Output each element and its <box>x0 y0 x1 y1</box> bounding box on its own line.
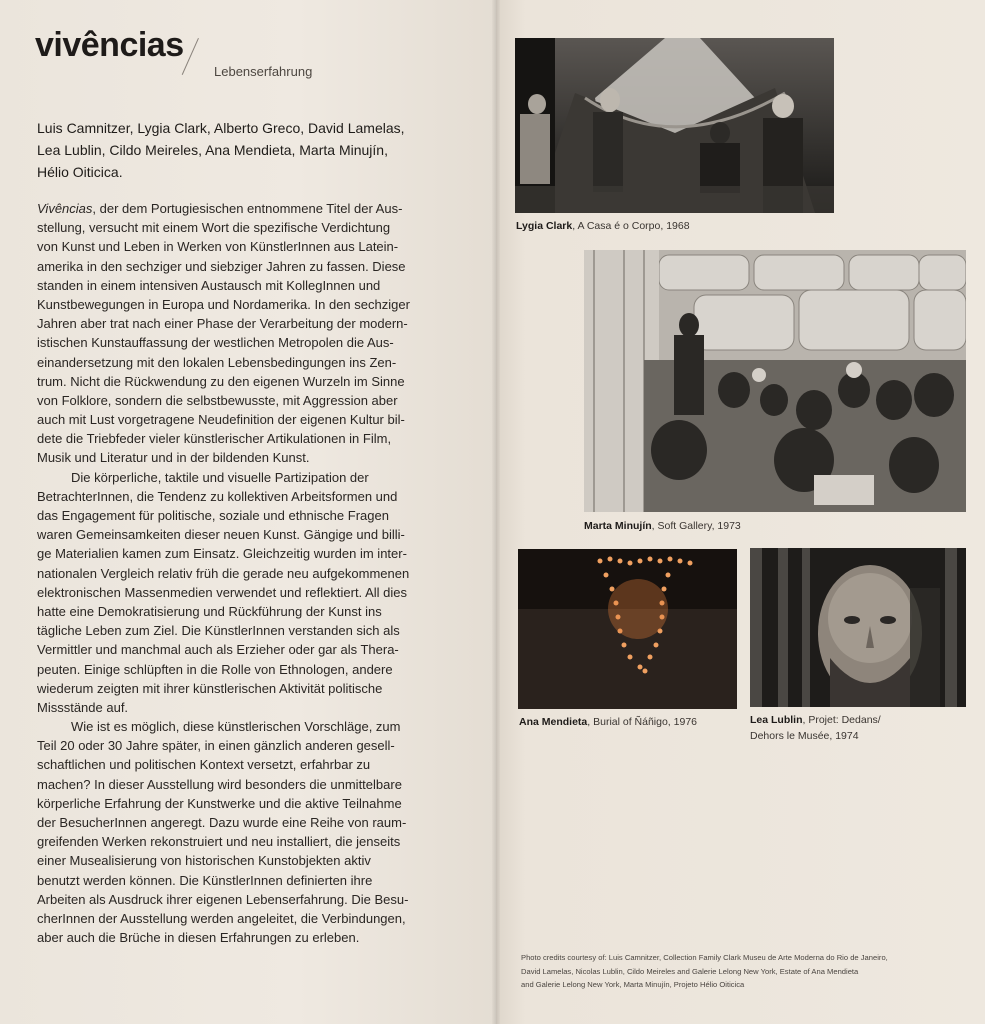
body-line: ge Materialien kamen zum Einsatz. Gleichzeitig wurden im inter- <box>37 546 407 562</box>
artist-line: Luis Camnitzer, Lygia Clark, Alberto Greco, David Lamelas, <box>37 120 405 136</box>
caption-work: , Projet: Dedans/ <box>802 714 881 726</box>
caption-work: , A Casa é o Corpo, 1968 <box>572 220 690 232</box>
body-line: stellung, versucht mit einem Wort die spezifische Verdichtung <box>37 220 391 236</box>
caption-work-line2: Dehors le Musée, 1974 <box>750 730 859 742</box>
body-line: cherInnen der Ausstellung werden angeleitet, die Verbindungen, <box>37 910 406 926</box>
body-line: elektronischen Massenmedien verwendet und reflektiert. All dies <box>37 584 407 600</box>
credits-line: Photo credits courtesy of: Luis Camnitzer, Collection Family Clark Museu de Arte Moderna do Rio de Janeiro, <box>521 953 888 962</box>
body-line: Kunstbewegungen in Europa und Nordamerika. In den sechziger <box>37 296 410 312</box>
body-line: aber auch die Brüche in diesen Erfahrungen zu erleben. <box>37 930 360 946</box>
body-line: Missstände auf. <box>37 699 129 715</box>
caption-artist: Marta Minujín <box>584 520 652 532</box>
body-line: amerika in den sechziger und siebziger Jahren zu fassen. Diese <box>37 258 406 274</box>
body-line: körperliche Erfahrung der Kunstwerke und die aktive Teilnahme <box>37 795 402 811</box>
body-line: tägliche Leben zum Ziel. Die KünstlerInnen verstanden sich als <box>37 623 400 639</box>
body-text <box>37 199 441 947</box>
body-line: peuten. Einige schlüpften in die Rolle von Ethnologen, andere <box>37 661 393 677</box>
body-line: trum. Nicht die Rückwendung zu den eigenen Wurzeln im Sinne <box>37 373 405 389</box>
body-line: das Engagement für politische, soziale und ethnische Fragen <box>37 508 389 523</box>
body-line: Wie ist es möglich, diese künstlerischen Vorschläge, zum <box>71 719 401 735</box>
body-line: Vermittler und manchmal auch als Erzieher oder gar als Thera- <box>37 642 399 658</box>
page-fold <box>492 0 500 1024</box>
body-line: schaftlichen und politischen Kontext versetzt, erfahrbar zu <box>37 757 371 773</box>
caption-lygia-clark <box>516 218 690 234</box>
body-line: einandersetzung mit den lokalen Lebensbedingungen ins Zen- <box>37 354 397 370</box>
body-line: dete die Triebfeder vieler künstlerischer Artikulationen in Film, <box>37 431 392 447</box>
caption-work: , Soft Gallery, 1973 <box>651 520 741 532</box>
body-first-word: Vivências <box>37 201 93 216</box>
caption-artist: Lea Lublin <box>750 714 803 726</box>
caption-work: , Burial of Ñáñigo, 1976 <box>587 716 698 728</box>
caption-lea-lublin <box>750 712 881 744</box>
caption-artist: Lygia Clark <box>516 220 573 232</box>
body-line: einer Musealisierung von historischen Kunstobjekten aktiv <box>37 853 371 869</box>
artist-list <box>37 117 457 183</box>
photo-credits <box>521 951 966 992</box>
body-line: auch mit Lust vorgetragene Neudefinition der eigenen Kultur bil- <box>37 412 405 428</box>
body-line: Arbeiten als Ausdruck ihrer eigenen Lebenserfahrung. Die Besu- <box>37 891 409 907</box>
artist-line: Lea Lublin, Cildo Meireles, Ana Mendieta, Marta Minujín, <box>37 142 388 158</box>
body-line: BetrachterInnen, die Tendenz zu kollektiven Arbeitsformen und <box>37 488 398 504</box>
caption-artist: Ana Mendieta <box>519 716 588 728</box>
photo-lea-lublin <box>750 548 966 707</box>
body-line: Vivências, der dem Portugiesischen entnommene Titel der Aus- <box>37 201 403 216</box>
body-line: nationalen Vergleich relativ früh die gerade neu aufgekommenen <box>37 565 410 581</box>
body-line: Musik und Literatur und in der bildenden Kunst. <box>37 450 310 466</box>
credits-line: David Lamelas, Nicolas Lublin, Cildo Meireles and Galerie Lelong New York, Estate of Ana Mendieta <box>521 966 859 976</box>
body-line: standen in einem intensiven Austausch mit KollegInnen und <box>37 277 381 293</box>
photo-ana-mendieta <box>518 549 737 709</box>
caption-ana-mendieta <box>519 714 697 730</box>
body-line: Die körperliche, taktile und visuelle Partizipation der <box>71 469 369 485</box>
body-line: machen? In dieser Ausstellung wird besonders die unmittelbare <box>37 776 402 792</box>
body-line: Jahren aber trat nach einer Phase der Verarbeitung der modern- <box>37 316 408 332</box>
photo-marta-minujin <box>584 250 966 512</box>
artist-line: Hélio Oiticica. <box>37 164 123 180</box>
body-line: Teil 20 oder 30 Jahre später, in einen gänzlich anderen gesell- <box>37 738 395 754</box>
body-line: benutzt werden können. Die KünstlerInnen definierten ihre <box>37 872 373 888</box>
body-line: wiederum zeigten mit ihrer künstlerischen Aktivität politische <box>37 680 383 696</box>
body-line: waren Gemeinsamkeiten dieser neuen Kunst. Gängige und billi- <box>37 527 405 543</box>
credits-line: and Galerie Lelong New York, Marta Minujín, Projeto Hélio Oiticica <box>521 980 745 989</box>
page-subtitle: Lebenserfahrung <box>214 64 313 79</box>
photo-lygia-clark <box>515 38 834 213</box>
body-line: von Folklore, sondern die selbstbewusste, mit Aggression aber <box>37 392 398 408</box>
body-line: greifenden Werken rekonstruiert und neu installiert, die jenseits <box>37 834 401 850</box>
body-line: hatte eine Demokratisierung und Rückführung der Kunst ins <box>37 603 382 619</box>
body-line: der BesucherInnen angeregt. Dazu wurde eine Reihe von raum- <box>37 815 407 830</box>
caption-marta-minujin <box>584 518 741 534</box>
body-line: istischen Kunstauffassung der westlichen Metropolen die Aus- <box>37 335 394 351</box>
body-line: von Kunst und Leben in Werken von KünstlerInnen aus Latein- <box>37 239 399 255</box>
page-title: vivências <box>35 26 184 64</box>
